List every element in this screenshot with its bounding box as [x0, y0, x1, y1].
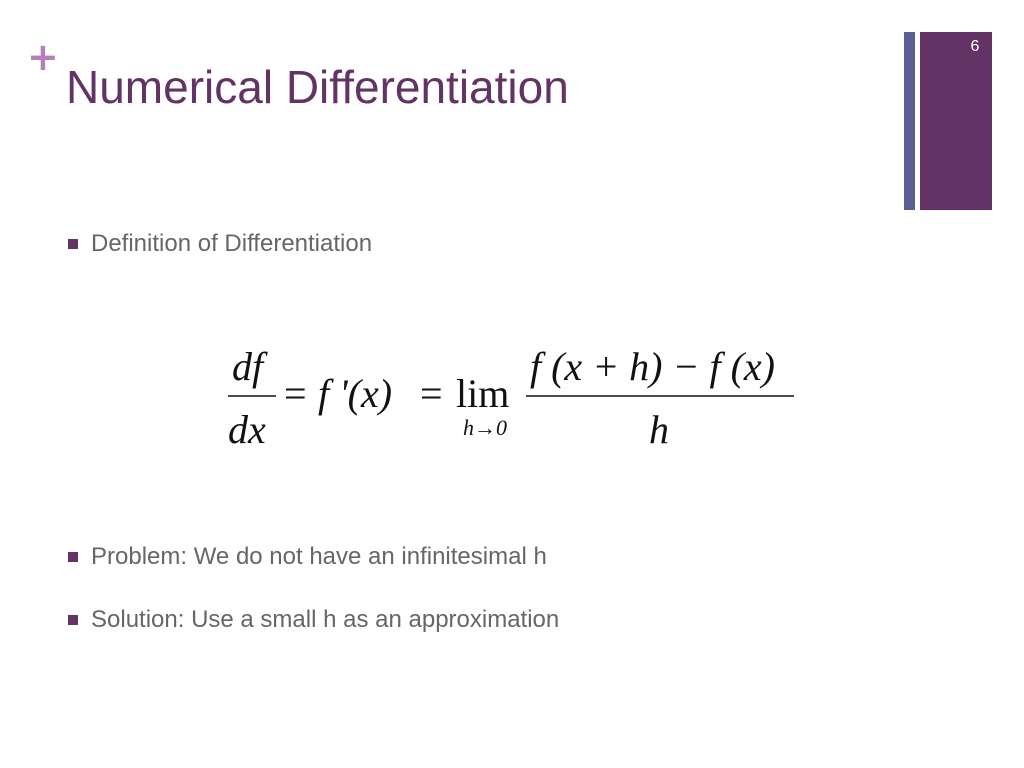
- slide-title: Numerical Differentiation: [66, 61, 569, 113]
- slide-number: 6: [970, 38, 980, 55]
- bullet-text: Solution: Use a small h as an approximation: [91, 606, 560, 633]
- rhs-denominator: h: [649, 407, 669, 452]
- plus-icon: +: [27, 35, 59, 79]
- lhs-numerator: df: [232, 344, 264, 389]
- lhs-denominator: dx: [228, 407, 266, 452]
- formula-svg: [220, 335, 810, 455]
- bullet-solution: [68, 606, 559, 634]
- bullet-definition: [68, 230, 372, 258]
- rhs-numerator: f (x + h) − f (x): [530, 344, 775, 389]
- bullet-text: Problem: We do not have an infinitesimal h: [91, 543, 547, 570]
- bullet-text: Definition of Differentiation: [91, 230, 373, 257]
- limit-operator: lim: [456, 371, 510, 416]
- bullet-square-icon: [68, 239, 78, 249]
- decorative-stripe: [904, 32, 915, 210]
- f-prime-of-x: f '(x): [318, 371, 393, 416]
- bullet-square-icon: [68, 552, 78, 562]
- limit-subscript: h→0: [463, 415, 507, 440]
- equals-sign: =: [420, 371, 443, 416]
- slide-number-block: [920, 32, 992, 210]
- bullet-problem: [68, 543, 547, 571]
- derivative-formula: [220, 335, 810, 455]
- equals-sign: =: [284, 371, 307, 416]
- bullet-square-icon: [68, 615, 78, 625]
